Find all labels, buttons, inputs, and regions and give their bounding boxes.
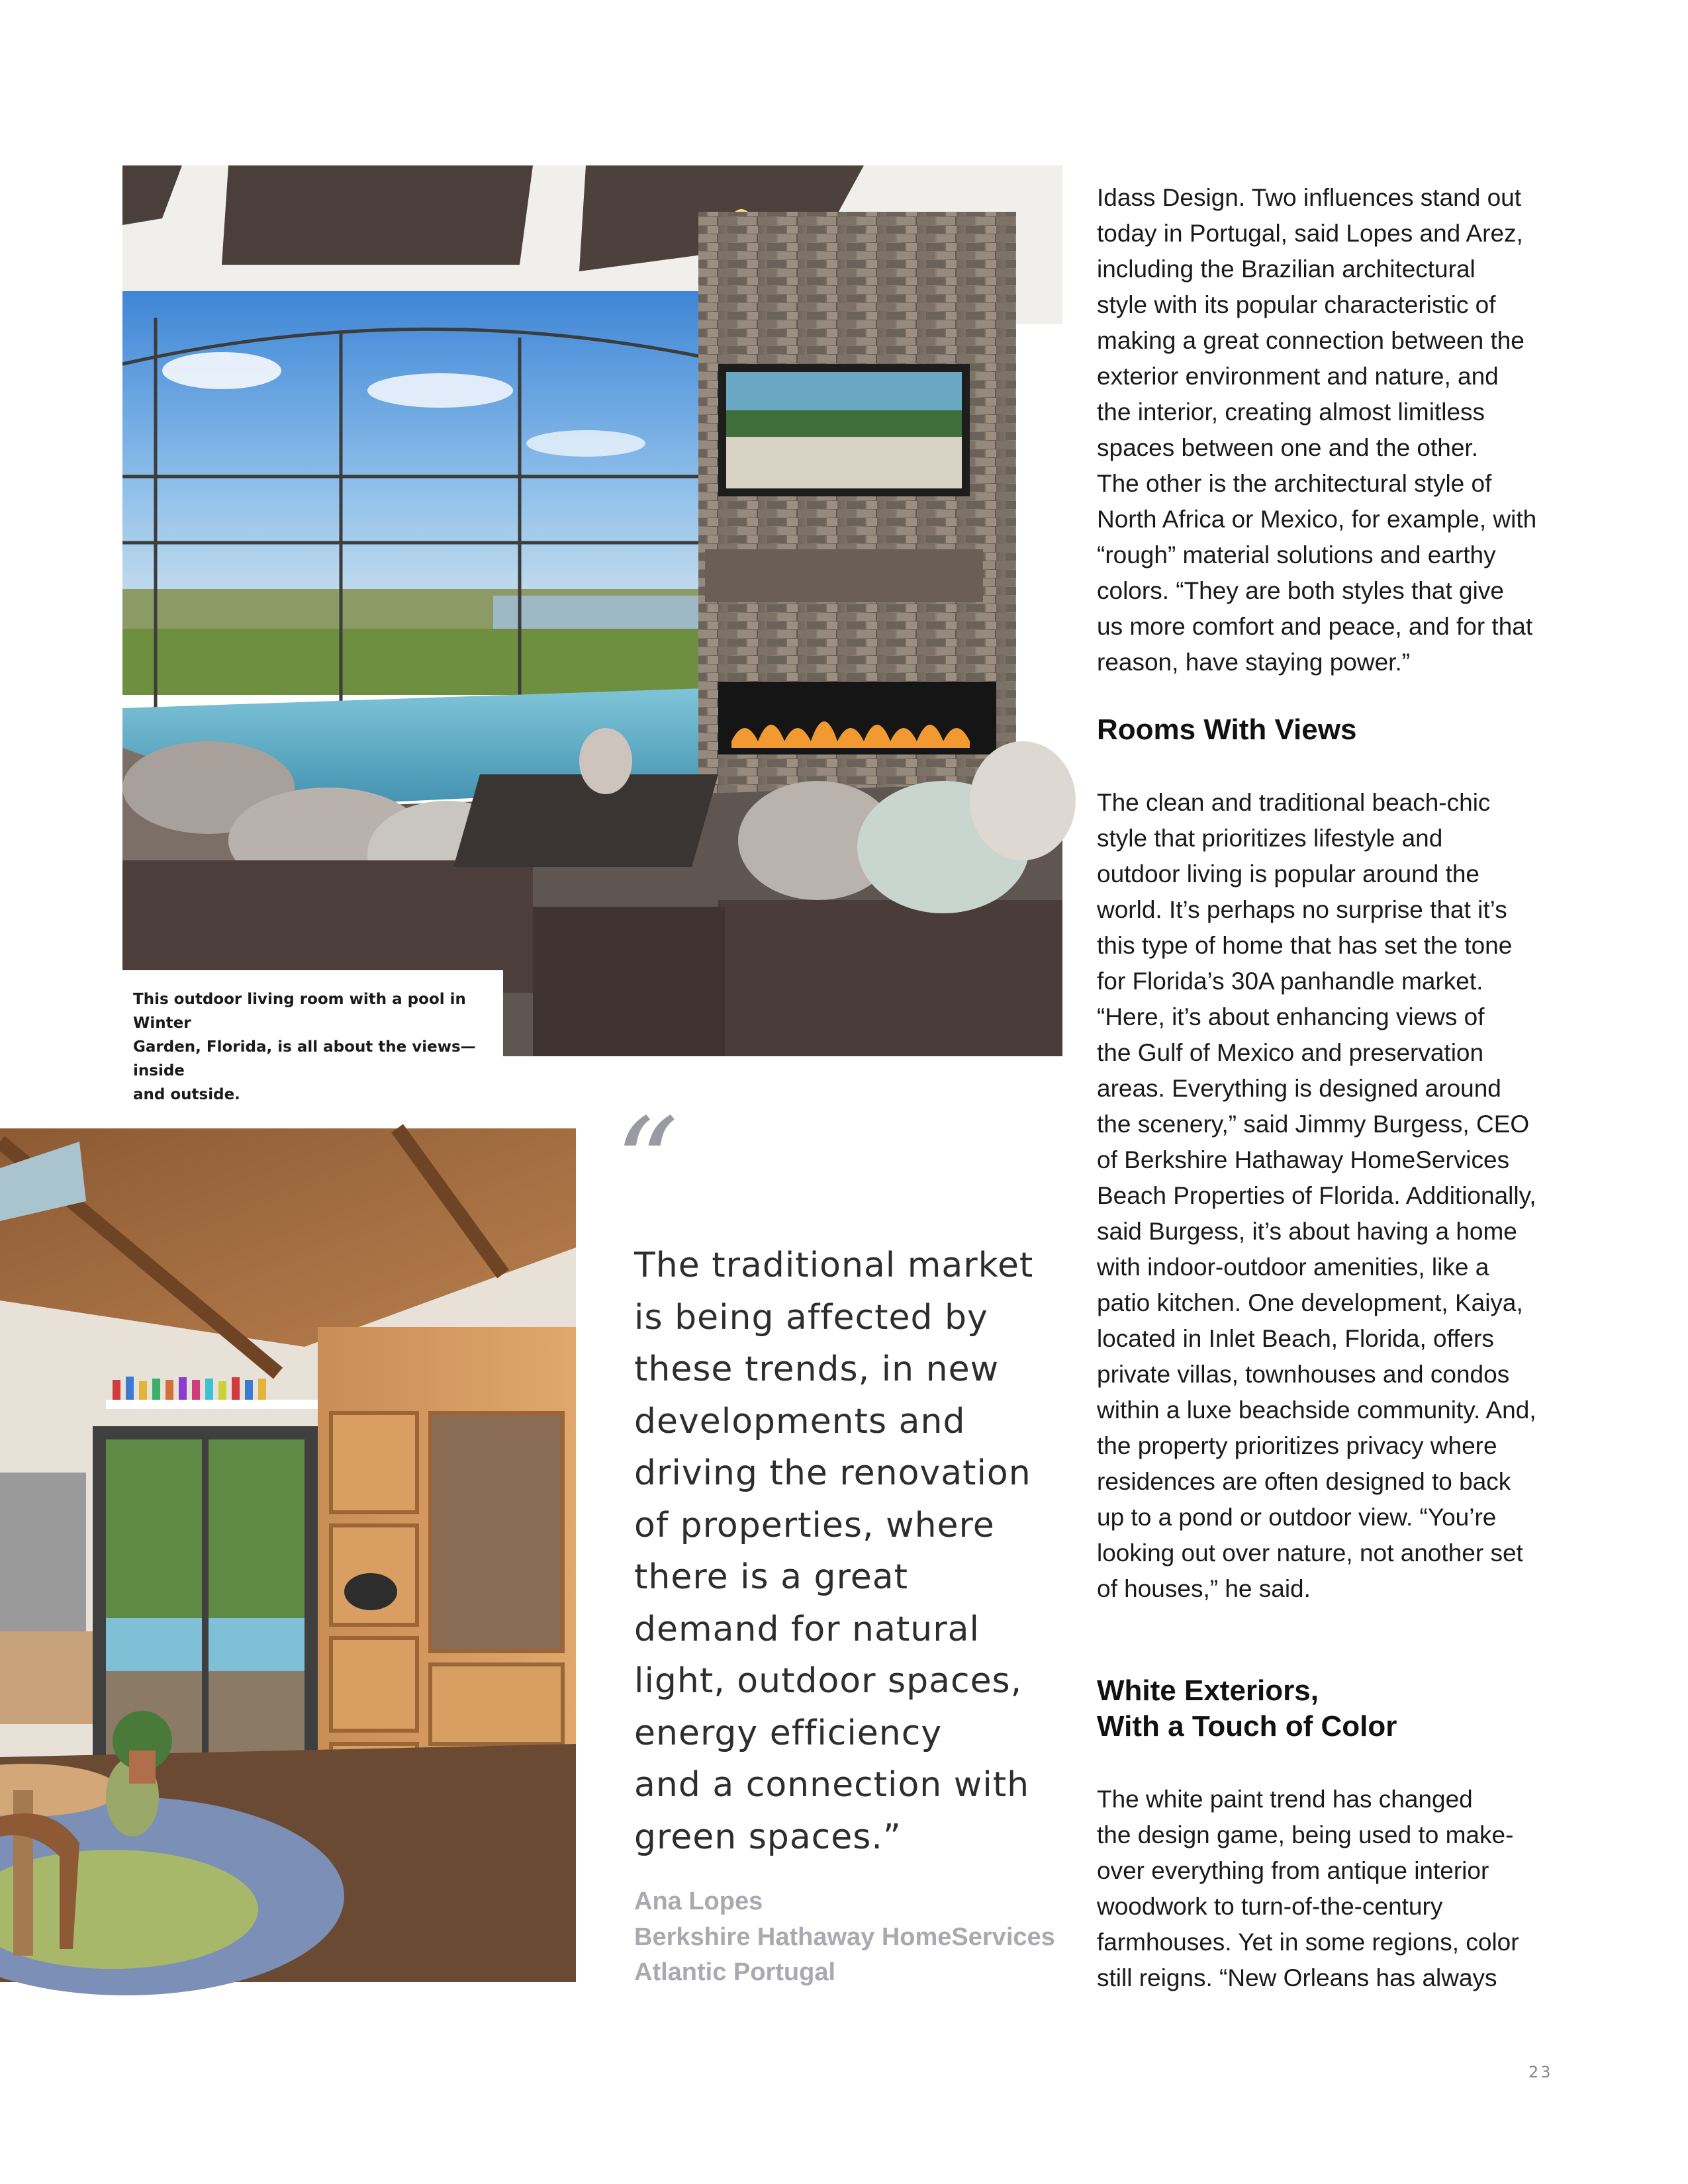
pull-quote-line: light, outdoor spaces,: [634, 1661, 1023, 1701]
body-line: reason, have staying power.”: [1097, 649, 1411, 676]
caption-line: and outside.: [133, 1086, 240, 1103]
body-line: located in Inlet Beach, Florida, offers: [1097, 1325, 1494, 1352]
body-line: “Here, it’s about enhancing views of: [1097, 1003, 1485, 1030]
pull-quote-line: driving the renovation: [634, 1453, 1031, 1493]
body-line: us more comfort and peace, and for that: [1097, 613, 1533, 640]
interior-kitchen-illustration: [0, 1128, 576, 1982]
pull-quote-line: and a connection with: [634, 1765, 1030, 1805]
attribution-name: Ana Lopes: [634, 1888, 763, 1915]
body-line: over everything from antique interior: [1097, 1857, 1489, 1884]
pull-quote-line: is being affected by: [634, 1297, 988, 1338]
caption-line: Garden, Florida, is all about the views—inside: [133, 1038, 476, 1079]
section-heading: White Exteriors,: [1097, 1674, 1319, 1707]
body-line: making a great connection between the: [1097, 327, 1524, 354]
body-line: said Burgess, it’s about having a home: [1097, 1218, 1517, 1245]
body-line: colors. “They are both styles that give: [1097, 577, 1504, 604]
pull-quote-line: green spaces.”: [634, 1817, 902, 1857]
body-line: North Africa or Mexico, for example, with: [1097, 506, 1537, 533]
body-line: woodwork to turn-of-the-century: [1097, 1893, 1443, 1920]
body-line: the scenery,” said Jimmy Burgess, CEO: [1097, 1111, 1530, 1138]
body-line: this type of home that has set the tone: [1097, 932, 1513, 959]
body-line: style that prioritizes lifestyle and: [1097, 825, 1443, 852]
body-line: the design game, being used to make-: [1097, 1821, 1514, 1848]
quote-mark-icon: “: [614, 1091, 679, 1238]
quote-attribution: [634, 1884, 1071, 1991]
pull-quote-line: these trends, in new: [634, 1349, 1000, 1389]
body-line: the interior, creating almost limitless: [1097, 398, 1485, 426]
outdoor-living-room-photo: [122, 165, 1062, 1103]
body-line: of houses,” he said.: [1097, 1575, 1311, 1602]
body-line: areas. Everything is designed around: [1097, 1075, 1501, 1102]
body-line: including the Brazilian architectural: [1097, 255, 1476, 283]
body-line: style with its popular characteristic of: [1097, 291, 1496, 318]
pull-quote-line: The traditional market: [634, 1246, 1034, 1285]
body-line: “rough” material solutions and earthy: [1097, 541, 1496, 569]
body-line: for Florida’s 30A panhandle market.: [1097, 968, 1483, 995]
caption-line: This outdoor living room with a pool in Winter: [133, 991, 466, 1032]
attribution-office: Atlantic Portugal: [634, 1958, 836, 1986]
section-heading: With a Touch of Color: [1097, 1710, 1397, 1743]
body-line: The clean and traditional beach-chic: [1097, 789, 1491, 816]
body-line: today in Portugal, said Lopes and Arez,: [1097, 220, 1523, 247]
pull-quote-line: demand for natural: [634, 1609, 980, 1649]
body-line: Idass Design. Two influences stand out: [1097, 184, 1522, 211]
body-line: the Gulf of Mexico and preservation: [1097, 1039, 1484, 1066]
body-line: private villas, townhouses and condos: [1097, 1361, 1510, 1388]
body-line: farmhouses. Yet in some regions, color: [1097, 1929, 1519, 1956]
body-line: with indoor-outdoor amenities, like a: [1097, 1253, 1489, 1281]
body-line: outdoor living is popular around the: [1097, 860, 1479, 887]
body-line: patio kitchen. One development, Kaiya,: [1097, 1289, 1523, 1316]
body-line: The other is the architectural style of: [1097, 470, 1492, 497]
interior-kitchen-living-photo: [0, 1128, 576, 1982]
pull-quote-line: there is a great: [634, 1557, 909, 1597]
body-line: spaces between one and the other.: [1097, 434, 1478, 461]
body-line: still reigns. “New Orleans has always: [1097, 1964, 1497, 1991]
page-number: 23: [1528, 2063, 1553, 2081]
pull-quote-line: energy efficiency: [634, 1713, 943, 1753]
body-line: looking out over nature, not another set: [1097, 1539, 1523, 1567]
attribution-company: Berkshire Hathaway HomeServices: [634, 1923, 1055, 1951]
body-line: of Berkshire Hathaway HomeServices: [1097, 1146, 1510, 1173]
body-line: within a luxe beachside community. And,: [1097, 1396, 1536, 1424]
body-line: The white paint trend has changed: [1097, 1786, 1473, 1813]
body-line: Beach Properties of Florida. Additionally,: [1097, 1182, 1536, 1209]
body-line: exterior environment and nature, and: [1097, 363, 1499, 390]
pull-quote-line: of properties, where: [634, 1505, 995, 1545]
pull-quote: [634, 1240, 1058, 1863]
photo-caption: [122, 970, 503, 1103]
outdoor-living-room-illustration: [122, 165, 1062, 1056]
body-line: residences are often designed to back: [1097, 1468, 1511, 1495]
body-line: up to a pond or outdoor view. “You’re: [1097, 1504, 1497, 1531]
pull-quote-line: developments and: [634, 1401, 966, 1441]
section-heading: Rooms With Views: [1097, 713, 1357, 746]
body-line: world. It’s perhaps no surprise that it’s: [1097, 896, 1507, 923]
body-line: the property prioritizes privacy where: [1097, 1432, 1497, 1459]
